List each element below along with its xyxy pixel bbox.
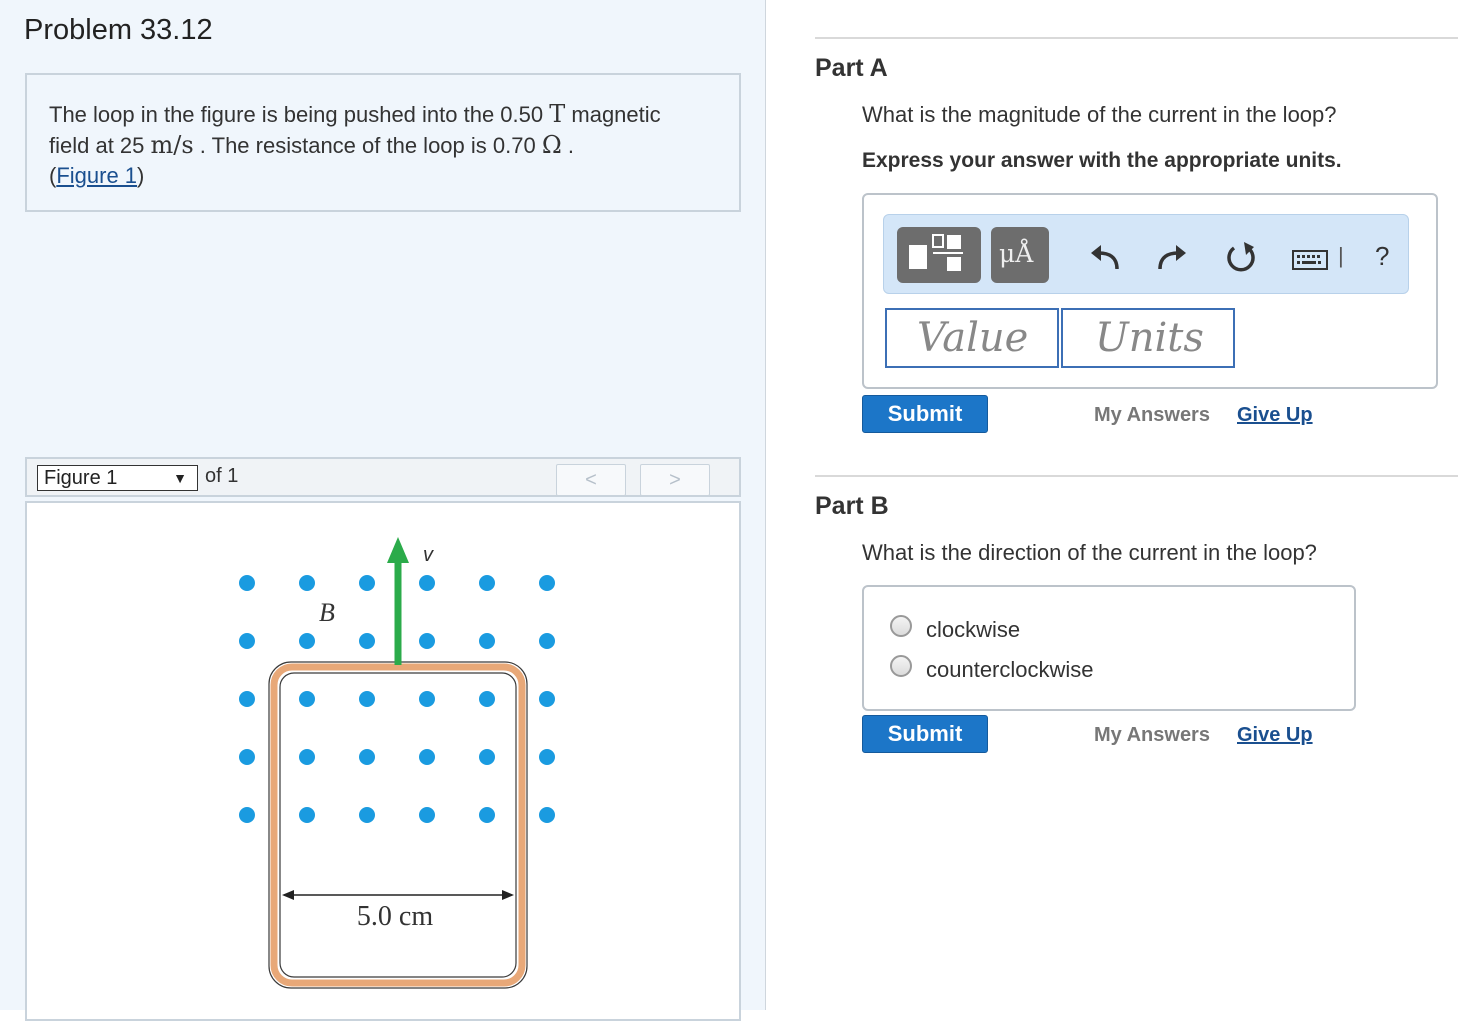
unit-velocity: m/s [150,131,194,159]
velocity-label: v [423,544,433,566]
units-symbol-label: μÅ [999,239,1034,268]
field-dot [539,749,555,765]
magnetic-field-label: B [319,598,335,627]
templates-icon [897,227,981,283]
field-dot [239,807,255,823]
part-b-give-up-link[interactable]: Give Up [1237,724,1313,746]
previous-figure-button[interactable]: < [556,464,626,496]
conducting-loop-edge [269,662,527,988]
part-b-title: Part B [815,492,889,520]
field-dot [419,749,435,765]
part-b-my-answers-link[interactable]: My Answers [1094,724,1210,746]
field-dot [479,575,495,591]
field-dot [239,575,255,591]
part-a-instruction: Express your answer with the appropriate units. [862,149,1342,172]
clockwise-radio[interactable] [890,615,912,637]
field-dot [299,691,315,707]
help-button[interactable]: ? [1375,241,1390,271]
keyboard-icon[interactable] [1292,249,1330,273]
velocity-arrow-head [387,537,409,563]
field-dot [539,633,555,649]
figure-select[interactable]: Figure 1 ▼ [37,465,198,491]
undo-icon[interactable] [1087,243,1121,273]
field-dot [479,633,495,649]
counterclockwise-radio[interactable] [890,655,912,677]
figure-link[interactable]: Figure 1 [56,163,138,188]
redo-icon[interactable] [1156,243,1190,273]
field-dot [419,691,435,707]
unit-tesla: T [549,100,566,128]
field-dot [359,575,375,591]
conducting-loop-outer [274,667,522,983]
part-b-question: What is the direction of the current in the loop? [862,540,1317,565]
part-a-question: What is the magnitude of the current in the loop? [862,102,1337,127]
field-dot [359,807,375,823]
field-dot [299,575,315,591]
problem-statement [25,73,741,212]
width-label: 5.0 cm [356,901,434,932]
part-a-give-up-link[interactable]: Give Up [1237,404,1313,426]
dropdown-arrow-icon: ▼ [173,470,187,486]
field-dot [239,691,255,707]
reset-icon[interactable] [1224,241,1258,275]
field-dot [359,691,375,707]
units-symbol-button[interactable] [991,227,1049,283]
units-input[interactable]: Units [1061,308,1235,368]
field-dot [479,749,495,765]
dimension-arrow-left-icon [282,890,294,900]
field-dot [539,807,555,823]
answer-box [862,193,1438,389]
part-a-divider [815,37,1458,39]
figure-count: of 1 [205,465,239,487]
field-dot [299,749,315,765]
value-input[interactable]: Value [885,308,1059,368]
field-dot [539,691,555,707]
loop-figure [27,503,743,1023]
field-dot [479,691,495,707]
field-dot [419,575,435,591]
field-dot [239,749,255,765]
field-dot [359,749,375,765]
part-a-title: Part A [815,54,888,82]
field-dot [539,575,555,591]
field-dot [479,807,495,823]
problem-line-2: field at 25 m/s . The resistance of the loop is 0.70 Ω . [49,131,574,159]
field-dot [419,807,435,823]
counterclockwise-label[interactable]: counterclockwise [926,657,1094,682]
field-dot [299,807,315,823]
field-dot [299,633,315,649]
part-a-my-answers-link[interactable]: My Answers [1094,404,1210,426]
unit-ohm: Ω [541,131,562,159]
dimension-arrow-right-icon [502,890,514,900]
toolbar-separator: | [1338,243,1344,268]
field-dot [419,633,435,649]
part-b-submit-button[interactable]: Submit [862,715,988,753]
equation-toolbar [883,214,1409,294]
clockwise-label[interactable]: clockwise [926,617,1021,642]
part-b-divider [815,475,1458,477]
field-dot [359,633,375,649]
figure-area [25,501,741,1021]
direction-choices [862,585,1356,711]
field-dot [239,633,255,649]
next-figure-button[interactable]: > [640,464,710,496]
part-a-submit-button[interactable]: Submit [862,395,988,433]
problem-title: Problem 33.12 [24,14,213,46]
figure-reference: (Figure 1) [49,163,145,188]
problem-line-1: The loop in the figure is being pushed into the 0.50 T magnetic [49,100,661,128]
figure-navigation-bar [25,457,741,497]
templates-button[interactable] [897,227,981,283]
